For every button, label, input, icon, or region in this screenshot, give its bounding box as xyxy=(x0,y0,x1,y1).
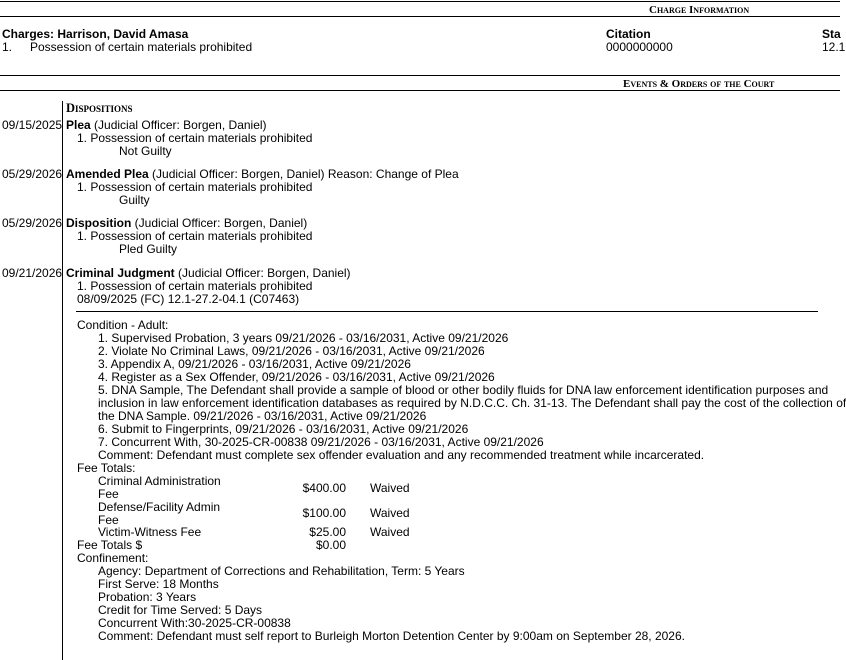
judgment-offense-line: 08/09/2025 (FC) 12.1-27.2-04.1 (C07463) xyxy=(77,292,300,306)
condition-item: 7. Concurrent With, 30-2025-CR-00838 09/21/2026 - 03/16/2031, Active 09/21/2026 xyxy=(98,435,544,449)
event-charge: 1. Possession of certain materials prohibited xyxy=(77,131,313,145)
section-bottom-rule xyxy=(0,16,840,17)
event-title xyxy=(66,168,459,181)
condition-item: 6. Submit to Fingerprints, 09/21/2026 - 03/16/2031, Active 09/21/2026 xyxy=(98,422,469,436)
condition-item: 1. Supervised Probation, 3 years 09/21/2026 - 03/16/2031, Active 09/21/2026 xyxy=(98,331,509,345)
event-charge: 1. Possession of certain materials prohibited xyxy=(77,229,313,243)
event-date: 05/29/2026 xyxy=(2,167,63,181)
condition-item: 2. Violate No Criminal Laws, 09/21/2026 - 03/16/2031, Active 09/21/2026 xyxy=(98,344,485,358)
events-orders-heading: Events & Orders of the Court xyxy=(623,78,775,90)
judgment-type: Criminal Judgment xyxy=(66,266,175,280)
fee-amount: $25.00 xyxy=(309,525,346,539)
charge-description: Possession of certain materials prohibited xyxy=(30,40,253,54)
condition-item: 3. Appendix A, 09/21/2026 - 03/16/2031, Active 09/21/2026 xyxy=(98,357,411,371)
events-vertical-divider xyxy=(62,101,63,660)
judgment-date: 09/21/2026 xyxy=(2,266,63,280)
event-result: Guilty xyxy=(119,193,150,207)
fee-amount: $400.00 xyxy=(302,481,346,495)
charge-number: 1. xyxy=(2,40,13,54)
fee-total-amount: $0.00 xyxy=(315,538,346,552)
event-result: Pled Guilty xyxy=(119,242,178,256)
judgment-charge: 1. Possession of certain materials prohibited xyxy=(77,279,313,293)
section-top-rule xyxy=(0,1,840,2)
condition-comment: Comment: Defendant must complete sex offender evaluation and any recommended treatment while incarcerated. xyxy=(98,448,705,462)
event-detail: (Judicial Officer: Borgen, Daniel) xyxy=(131,216,308,230)
fee-total-label: Fee Totals $ xyxy=(77,538,143,552)
judgment-detail-rule xyxy=(76,311,818,312)
event-title xyxy=(66,217,307,230)
citation-column-header: Citation xyxy=(606,27,651,41)
events-top-rule xyxy=(0,75,840,76)
fee-totals-label: Fee Totals: xyxy=(77,461,136,475)
confinement-item: First Serve: 18 Months xyxy=(98,577,219,591)
judgment-detail: (Judicial Officer: Borgen, Daniel) xyxy=(174,266,351,280)
fee-status: Waived xyxy=(370,525,410,539)
fee-label: Defense/Facility Admin Fee xyxy=(98,500,221,527)
event-charge: 1. Possession of certain materials prohibited xyxy=(77,180,313,194)
charge-information-heading: Charge Information xyxy=(649,4,750,16)
charge-citation: 0000000000 xyxy=(606,40,673,54)
statute-column-header: Sta xyxy=(822,27,841,41)
condition-label: Condition - Adult: xyxy=(77,318,169,332)
condition-item: 5. DNA Sample, The Defendant shall provide a sample of blood or other bodily fluids for DNA law enforcement identification purposes and xyxy=(98,383,829,397)
judgment-title xyxy=(66,267,351,280)
confinement-item: Credit for Time Served: 5 Days xyxy=(98,603,263,617)
events-bottom-rule xyxy=(0,90,840,91)
fee-status: Waived xyxy=(370,506,410,520)
event-type: Disposition xyxy=(66,216,132,230)
fee-status: Waived xyxy=(370,481,410,495)
confinement-item: Agency: Department of Corrections and Rehabilitation, Term: 5 Years xyxy=(98,564,465,578)
event-date: 09/15/2025 xyxy=(2,118,63,132)
condition-item-continued: the DNA Sample. 09/21/2026 - 03/16/2031, Active 09/21/2026 xyxy=(98,409,427,423)
dispositions-heading: Dispositions xyxy=(66,101,133,115)
event-detail: (Judicial Officer: Borgen, Daniel) Reason: Change of Plea xyxy=(148,167,459,181)
fee-amount: $100.00 xyxy=(302,506,346,520)
event-title xyxy=(66,119,267,132)
condition-item-continued: inclusion in law enforcement identification databases as required by N.D.C.C. Ch. 31-13. The Defendant shall pay the cost of the collection of xyxy=(98,396,846,410)
fee-label: Victim-Witness Fee xyxy=(98,525,202,539)
event-type: Amended Plea xyxy=(66,167,149,181)
confinement-item: Probation: 3 Years xyxy=(98,590,197,604)
event-date: 05/29/2026 xyxy=(2,216,63,230)
charges-defendant-label: Charges: Harrison, David Amasa xyxy=(2,27,189,41)
event-result: Not Guilty xyxy=(119,144,172,158)
event-type: Plea xyxy=(66,118,91,132)
fee-label: Criminal Administration Fee xyxy=(98,474,221,501)
confinement-comment: Comment: Defendant must self report to Burleigh Morton Detention Center by 9:00am on September 28, 2026. xyxy=(98,629,685,643)
event-detail: (Judicial Officer: Borgen, Daniel) xyxy=(90,118,267,132)
confinement-label: Confinement: xyxy=(77,551,149,565)
condition-item: 4. Register as a Sex Offender, 09/21/2026 - 03/16/2031, Active 09/21/2026 xyxy=(98,370,495,384)
charge-statute: 12.1 xyxy=(822,40,846,54)
confinement-item: Concurrent With:30-2025-CR-00838 xyxy=(98,616,291,630)
